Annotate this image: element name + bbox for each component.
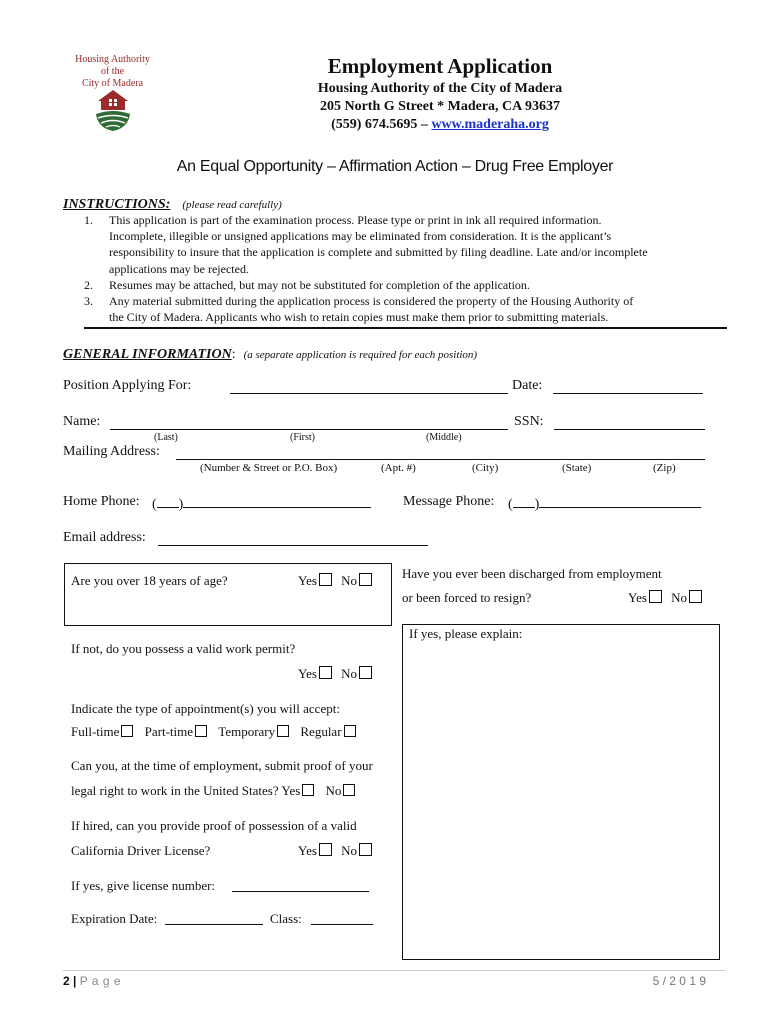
permit-no-checkbox[interactable] [359, 666, 372, 679]
permit-yes-checkbox[interactable] [319, 666, 332, 679]
position-field[interactable] [230, 380, 508, 394]
appointment-options [71, 724, 358, 740]
explain-label: If yes, please explain: [409, 626, 523, 641]
part-time-checkbox[interactable] [195, 725, 207, 737]
class-label: Class: [270, 911, 302, 926]
yes-label: Yes [298, 666, 317, 681]
no-label: No [341, 573, 358, 588]
part-time-label: Part-time [144, 724, 194, 739]
license-answer [298, 843, 374, 859]
class-field[interactable] [311, 911, 373, 925]
instruction-number: 3. [84, 294, 93, 309]
paren-close: ) [178, 497, 184, 512]
general-heading-colon: : [231, 347, 236, 362]
yes-label: Yes [281, 783, 301, 798]
age-no-checkbox[interactable] [359, 573, 372, 586]
ssn-label: SSN: [514, 414, 544, 429]
mailing-label: Mailing Address: [63, 444, 160, 459]
mailing-field[interactable] [176, 446, 705, 460]
general-heading: GENERAL INFORMATION [63, 347, 232, 362]
instruction-item [84, 277, 728, 293]
discharged-answer [628, 590, 704, 606]
temporary-label: Temporary [218, 724, 276, 739]
mailing-sub-zip: (Zip) [653, 462, 676, 474]
proof-no-checkbox[interactable] [343, 784, 355, 796]
website-link[interactable]: www.maderaha.org [431, 117, 549, 132]
proof-question-line1: Can you, at the time of employment, submit proof of your [71, 758, 373, 773]
logo-text-line2: of the [100, 66, 125, 77]
yes-label: Yes [298, 573, 317, 588]
no-label: No [341, 843, 358, 858]
license-number-label: If yes, give license number: [71, 878, 216, 893]
page-number-value: 2 [63, 974, 70, 988]
license-yes-checkbox[interactable] [319, 843, 332, 856]
no-label: No [341, 666, 358, 681]
yes-label: Yes [298, 843, 317, 858]
mailing-sub-state: (State) [562, 462, 592, 474]
name-sub-last: (Last) [154, 432, 178, 443]
position-label: Position Applying For: [63, 378, 192, 393]
full-time-checkbox[interactable] [121, 725, 133, 737]
logo-text-line3: City of Madera [81, 78, 144, 89]
instructions-list [84, 212, 728, 325]
home-phone-label: Home Phone: [63, 494, 140, 509]
name-sub-middle: (Middle) [426, 432, 462, 443]
instruction-line: responsibility to insure that the application is complete and submitted by filing deadline. Late and/or incomplete [109, 245, 648, 260]
house-logo-icon [92, 88, 134, 132]
regular-checkbox[interactable] [344, 725, 356, 737]
general-note: (a separate application is required for each position) [243, 349, 478, 361]
name-sub-first: (First) [290, 432, 315, 443]
area-code-field[interactable] [157, 494, 179, 508]
tagline: An Equal Opportunity – Affirmation Action – Drug Free Employer [176, 158, 614, 175]
age-question: Are you over 18 years of age? [71, 573, 228, 588]
date-label: Date: [512, 378, 543, 393]
instruction-line: the City of Madera. Applicants who wish to retain copies must make them prior to submitting materials. [109, 310, 609, 325]
logo-text-line1: Housing Authority [75, 54, 150, 65]
home-phone-number-field[interactable] [183, 494, 371, 508]
instructions-divider [84, 327, 727, 329]
instruction-line: applications may be rejected. [109, 261, 249, 276]
appointment-question: Indicate the type of appointment(s) you will accept: [71, 701, 340, 716]
message-phone-field[interactable] [508, 494, 701, 513]
paren-open: ( [508, 497, 513, 512]
proof-yes-checkbox[interactable] [302, 784, 314, 796]
paren-open: ( [152, 497, 157, 512]
discharged-no-checkbox[interactable] [689, 590, 702, 603]
name-field[interactable] [110, 416, 508, 430]
discharged-yes-checkbox[interactable] [649, 590, 662, 603]
license-no-checkbox[interactable] [359, 843, 372, 856]
name-label: Name: [63, 414, 101, 429]
instruction-item [84, 293, 728, 325]
footer-divider [63, 970, 725, 971]
home-phone-field[interactable] [152, 494, 371, 513]
area-code-field[interactable] [513, 494, 535, 508]
date-field[interactable] [553, 380, 703, 394]
org-contact [280, 116, 600, 134]
proof-question-line2 [71, 783, 357, 799]
age-yes-checkbox[interactable] [319, 573, 332, 586]
permit-question: If not, do you possess a valid work permit? [71, 641, 296, 656]
ssn-field[interactable] [554, 416, 705, 430]
email-label: Email address: [63, 530, 146, 545]
org-phone: (559) 674.5695 – [331, 117, 428, 132]
footer-date: 5 / 2 0 1 9 [652, 974, 706, 988]
instruction-line: This application is part of the examination process. Please type or print in ink all required information. [109, 213, 602, 227]
license-question-line1: If hired, can you provide proof of possession of a valid [71, 818, 357, 833]
instruction-line: Incomplete, illegible or unsigned applications may be eliminated from consideration. It is the applicant’s [109, 229, 612, 244]
expiration-field[interactable] [165, 911, 263, 925]
license-number-field[interactable] [232, 878, 369, 892]
general-heading-row [63, 345, 477, 363]
instruction-number: 1. [84, 213, 93, 227]
page-number [63, 974, 121, 988]
temporary-checkbox[interactable] [277, 725, 289, 737]
message-phone-number-field[interactable] [539, 494, 701, 508]
yes-label: Yes [628, 590, 647, 605]
org-address: 205 North G Street * Madera, CA 93637 [319, 99, 561, 114]
explain-textarea[interactable] [402, 624, 720, 960]
message-phone-label: Message Phone: [403, 494, 495, 509]
no-label: No [325, 783, 342, 798]
page-separator: | [73, 974, 77, 988]
regular-label: Regular [300, 724, 342, 739]
instruction-item [84, 212, 728, 277]
license-question-line2: California Driver License? [71, 843, 211, 858]
expiration-label: Expiration Date: [71, 911, 158, 926]
discharged-question-line2: or been forced to resign? [402, 590, 532, 605]
instruction-number: 2. [84, 277, 93, 292]
page-word: P a g e [79, 974, 122, 988]
permit-answer [298, 666, 374, 682]
mailing-sub-street: (Number & Street or P.O. Box) [200, 462, 338, 474]
org-name: Housing Authority of the City of Madera [317, 81, 563, 96]
instructions-heading-row [63, 195, 282, 213]
full-time-label: Full-time [71, 724, 120, 739]
proof-question-text: legal right to work in the United States? [71, 783, 279, 798]
discharged-question-line1: Have you ever been discharged from employment [402, 566, 662, 581]
instruction-line: Any material submitted during the application process is considered the property of the Housing Authority of [109, 294, 634, 309]
instructions-note: (please read carefully) [182, 199, 282, 211]
email-field[interactable] [158, 532, 428, 546]
instruction-line: Resumes may be attached, but may not be substituted for completion of the application. [109, 277, 530, 292]
page-title: Employment Application [327, 54, 553, 78]
mailing-sub-city: (City) [472, 462, 499, 474]
age-answer [298, 573, 374, 589]
instructions-heading: INSTRUCTIONS: [63, 197, 171, 212]
paren-close: ) [534, 497, 540, 512]
no-label: No [671, 590, 688, 605]
mailing-sub-apt: (Apt. #) [381, 462, 416, 474]
